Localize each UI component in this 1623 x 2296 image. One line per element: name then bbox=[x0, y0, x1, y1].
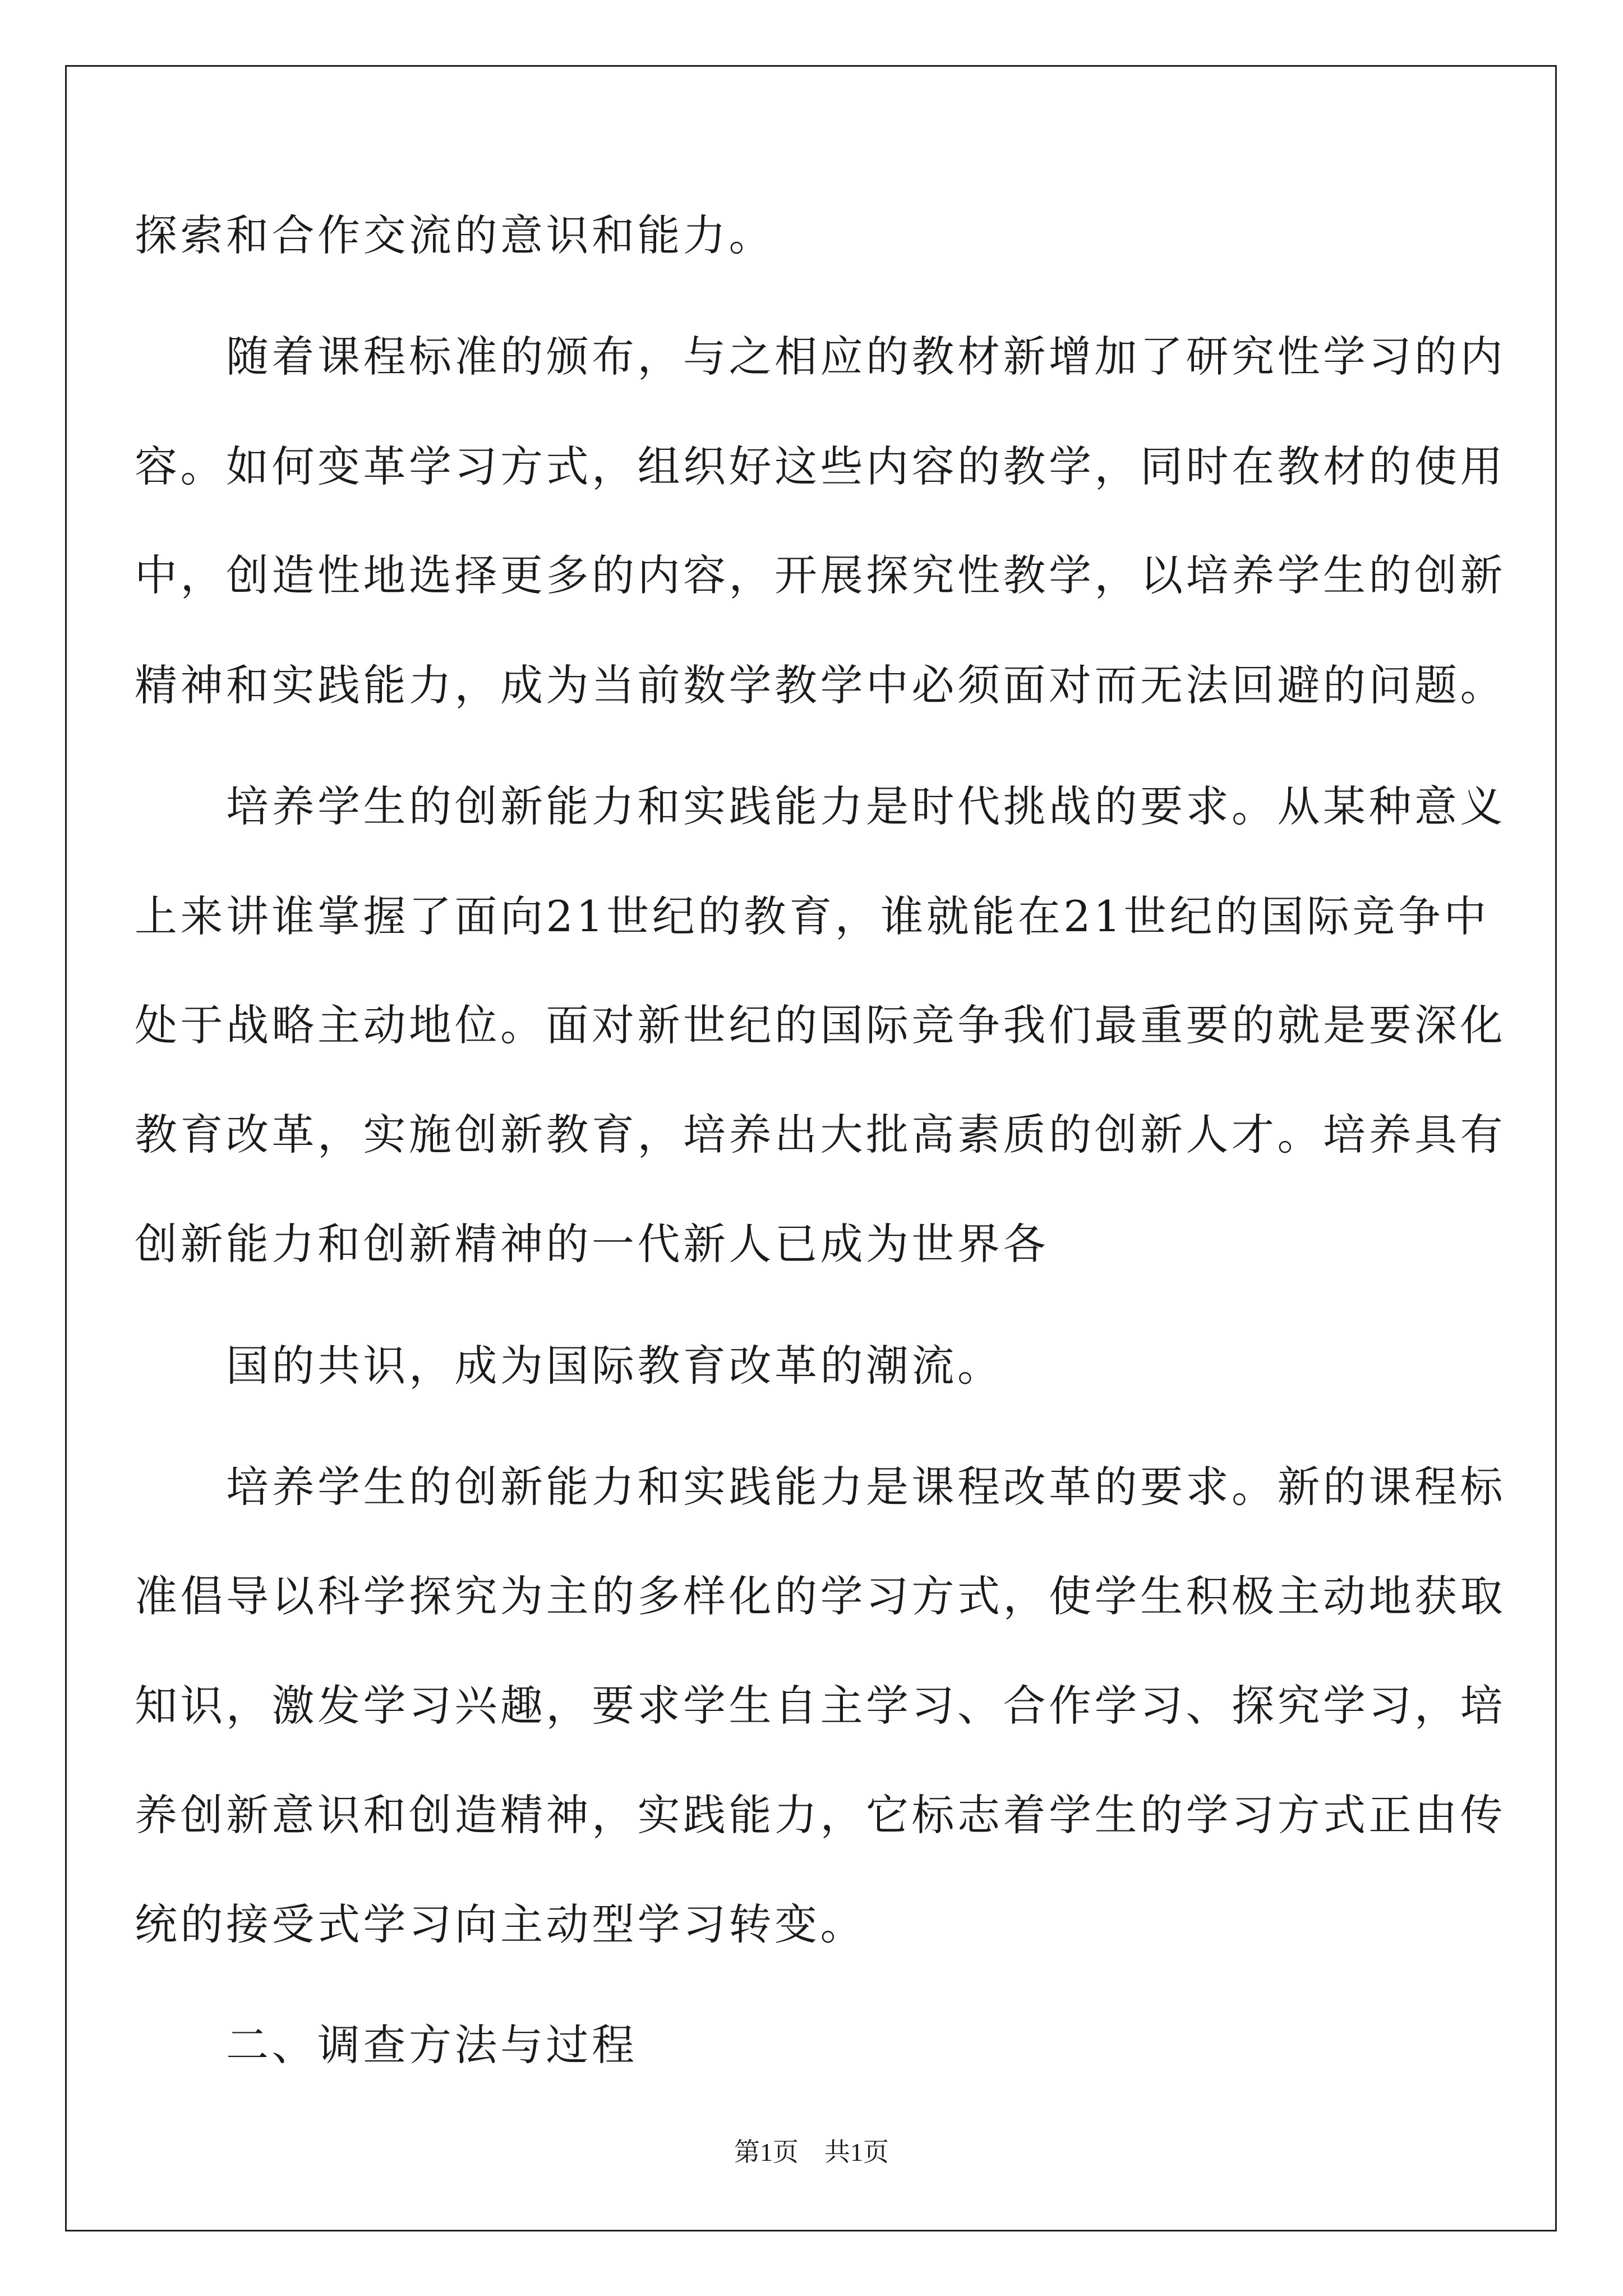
text-line: 容。如何变革学习方式，组织好这些内容的教学，同时在教材的使用 bbox=[135, 441, 1506, 491]
text-line: 知识，激发学习兴趣，要求学生自主学习、合作学习、探究学习，培 bbox=[135, 1681, 1506, 1731]
text-line: 教育改革，实施创新教育，培养出大批高素质的创新人才。培养具有 bbox=[135, 1110, 1506, 1159]
text-line: 培养学生的创新能力和实践能力是时代挑战的要求。从某种意义 bbox=[226, 781, 1506, 831]
text-line: 创新能力和创新精神的一代新人已成为世界各 bbox=[135, 1219, 1049, 1269]
text-line: 探索和合作交流的意识和能力。 bbox=[135, 210, 774, 260]
text-line: 培养学生的创新能力和实践能力是课程改革的要求。新的课程标 bbox=[226, 1462, 1506, 1512]
section-heading: 二、调查方法与过程 bbox=[226, 2020, 638, 2070]
page-number: 第1页 共1页 bbox=[734, 2138, 889, 2166]
text-line: 精神和实践能力，成为当前数学教学中必须面对而无法回避的问题。 bbox=[135, 660, 1506, 710]
text-line: 中，创造性地选择更多的内容，开展探究性教学，以培养学生的创新 bbox=[135, 550, 1506, 600]
text-line: 随着课程标准的颁布，与之相应的教材新增加了研究性学习的内 bbox=[226, 332, 1506, 381]
text-line: 准倡导以科学探究为主的多样化的学习方式，使学生积极主动地获取 bbox=[135, 1571, 1506, 1621]
text-line: 上来讲谁掌握了面向21世纪的教育，谁就能在21世纪的国际竞争中 bbox=[135, 891, 1490, 941]
text-line: 国的共识，成为国际教育改革的潮流。 bbox=[226, 1341, 1003, 1391]
text-line: 统的接受式学习向主动型学习转变。 bbox=[135, 1899, 866, 1949]
text-line: 养创新意识和创造精神，实践能力，它标志着学生的学习方式正由传 bbox=[135, 1790, 1506, 1840]
text-line: 处于战略主动地位。面对新世纪的国际竞争我们最重要的就是要深化 bbox=[135, 1000, 1506, 1050]
